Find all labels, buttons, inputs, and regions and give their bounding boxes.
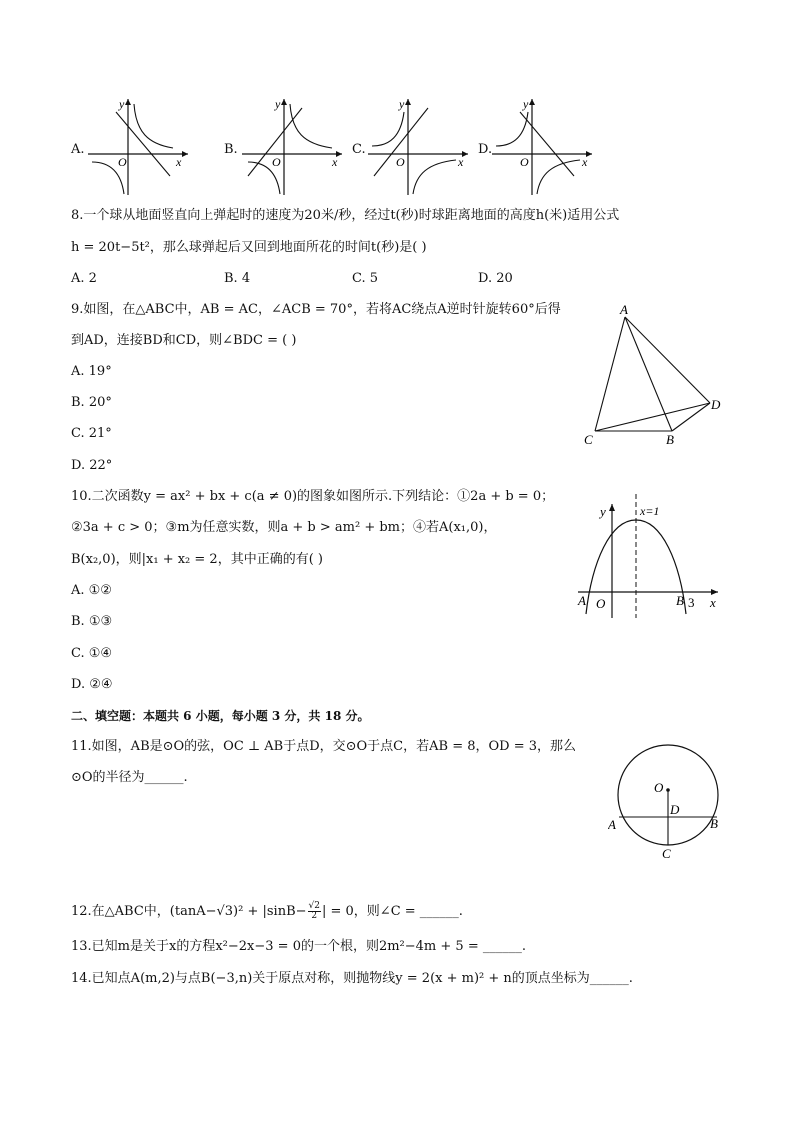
q9-stem-line1: 9.如图，在△ABC中，AB = AC，∠ACB = 70°，若将AC绕点A逆时针旋转60°后得 — [71, 302, 561, 317]
q10-option-b[interactable]: B. ①③ — [71, 614, 113, 629]
q7-option-c-label: C. — [352, 142, 366, 157]
point-d-label: D — [670, 802, 680, 817]
q9-option-d[interactable]: D. 22° — [71, 458, 113, 473]
q9-option-a[interactable]: A. 19° — [71, 364, 112, 379]
q8-option-d[interactable]: D. 20 — [478, 271, 513, 286]
x-label: x — [332, 155, 338, 169]
q7-option-d-graph — [492, 94, 602, 198]
y-label: y — [399, 97, 405, 111]
y-axis-arrow — [609, 504, 615, 511]
point-b-label: B — [666, 432, 674, 447]
segment-ac — [595, 317, 625, 431]
point-o-label: O — [654, 780, 664, 795]
q8-option-c[interactable]: C. 5 — [352, 271, 379, 286]
x-label: x — [458, 155, 464, 169]
y-axis-arrow — [281, 99, 287, 105]
origin-label: O — [396, 155, 405, 169]
q7-option-b-label: B. — [224, 142, 238, 157]
origin-label: O — [118, 155, 127, 169]
point-c-label: C — [662, 846, 671, 860]
point-a-label: A — [608, 817, 616, 832]
q10-stem-line1: 10.二次函数y = ax² + bx + c(a ≠ 0)的图象如图所示.下列结论：①2a + b = 0； — [71, 489, 555, 504]
q7-option-c-graph — [368, 94, 478, 198]
q8-stem-line2: h = 20t−5t²，那么球弹起后又回到地面所花的时间t(秒)是( ) — [71, 240, 427, 255]
q7-option-d-label: D. — [478, 142, 493, 157]
point-a-label: A — [578, 593, 586, 608]
section-heading-fill-in: 二、填空题：本题共 6 小题，每小题 3 分，共 18 分。 — [71, 709, 370, 723]
hyperbola-branch-1 — [496, 112, 528, 146]
q9-stem-line2: 到AD，连接BD和CD，则∠BDC = ( ) — [71, 333, 297, 348]
q12-fraction-denominator: 2 — [311, 911, 318, 921]
y-label: y — [119, 97, 125, 111]
y-label: y — [523, 97, 529, 111]
y-label: y — [275, 97, 281, 111]
q12-prefix: 12.在△ABC中，(tanA−√3)² + |sinB− — [71, 904, 307, 919]
q10-stem-line2: ②3a + c > 0；③m为任意实数，则a + b > am² + bm；④若A(x₁,0)， — [71, 520, 497, 535]
point-c-label: C — [584, 432, 593, 447]
point-a-label: A — [620, 302, 628, 317]
x-label: x — [176, 155, 182, 169]
q12-stem — [71, 902, 463, 921]
q10-option-a[interactable]: A. ①② — [71, 583, 112, 598]
q10-option-c[interactable]: C. ①④ — [71, 646, 113, 661]
point-d-label: D — [711, 397, 721, 412]
point-b-label: B — [710, 816, 718, 831]
symmetry-axis-label: x=1 — [640, 504, 660, 518]
segment-cd — [595, 403, 710, 431]
y-axis-arrow — [125, 99, 131, 105]
center-point — [666, 788, 670, 792]
y-axis-arrow — [529, 99, 535, 105]
hyperbola-branch-1 — [290, 104, 332, 148]
origin-label: O — [520, 155, 529, 169]
q13-stem: 13.已知m是关于x的方程x²−2x−3 = 0的一个根，则2m²−4m + 5 = ______. — [71, 939, 526, 954]
q9-figure-triangle — [578, 300, 728, 452]
q7-option-a-graph — [88, 94, 198, 198]
q8-option-a[interactable]: A. 2 — [71, 271, 97, 286]
q10-stem-line3: B(x₂,0)，则|x₁ + x₂ = 2，其中正确的有( ) — [71, 552, 323, 567]
hyperbola-branch-2 — [413, 160, 456, 194]
q11-stem-line1: 11.如图，AB是⊙O的弦，OC ⊥ AB于点D，交⊙O于点C，若AB = 8，OD = 3，那么 — [71, 739, 577, 754]
y-label: y — [600, 504, 606, 519]
q10-option-d[interactable]: D. ②④ — [71, 677, 113, 692]
tick-three-label: 3 — [688, 595, 695, 610]
hyperbola-branch-2 — [537, 160, 580, 194]
q11-stem-line2: ⊙O的半径为______. — [71, 770, 188, 785]
hyperbola-branch-1 — [134, 104, 173, 148]
q12-fraction-numerator: √2 — [308, 901, 320, 911]
x-label: x — [710, 595, 716, 610]
q11-figure-circle — [608, 742, 728, 860]
q9-option-b[interactable]: B. 20° — [71, 395, 112, 410]
origin-label: O — [596, 596, 606, 611]
hyperbola-branch-1 — [372, 112, 404, 146]
q12-suffix: | = 0，则∠C = ______. — [322, 904, 463, 919]
q12-fraction — [308, 902, 321, 921]
q8-stem-line1: 8.一个球从地面竖直向上弹起时的速度为20米/秒，经过t(秒)时球距离地面的高度h(米)适用公式 — [71, 208, 620, 223]
q8-option-b[interactable]: B. 4 — [224, 271, 251, 286]
x-axis-arrow — [182, 151, 188, 157]
q7-option-b-graph — [242, 94, 352, 198]
q9-option-c[interactable]: C. 21° — [71, 426, 112, 441]
y-axis-arrow — [405, 99, 411, 105]
q10-figure-parabola — [574, 490, 724, 620]
x-label: x — [582, 155, 588, 169]
point-b-label: B — [676, 593, 684, 608]
q7-option-a-label: A. — [71, 142, 85, 157]
origin-label: O — [272, 155, 281, 169]
segment-ad — [625, 317, 710, 403]
q14-stem: 14.已知点A(m,2)与点B(−3,n)关于原点对称，则抛物线y = 2(x + m)² + n的顶点坐标为______. — [71, 971, 633, 986]
